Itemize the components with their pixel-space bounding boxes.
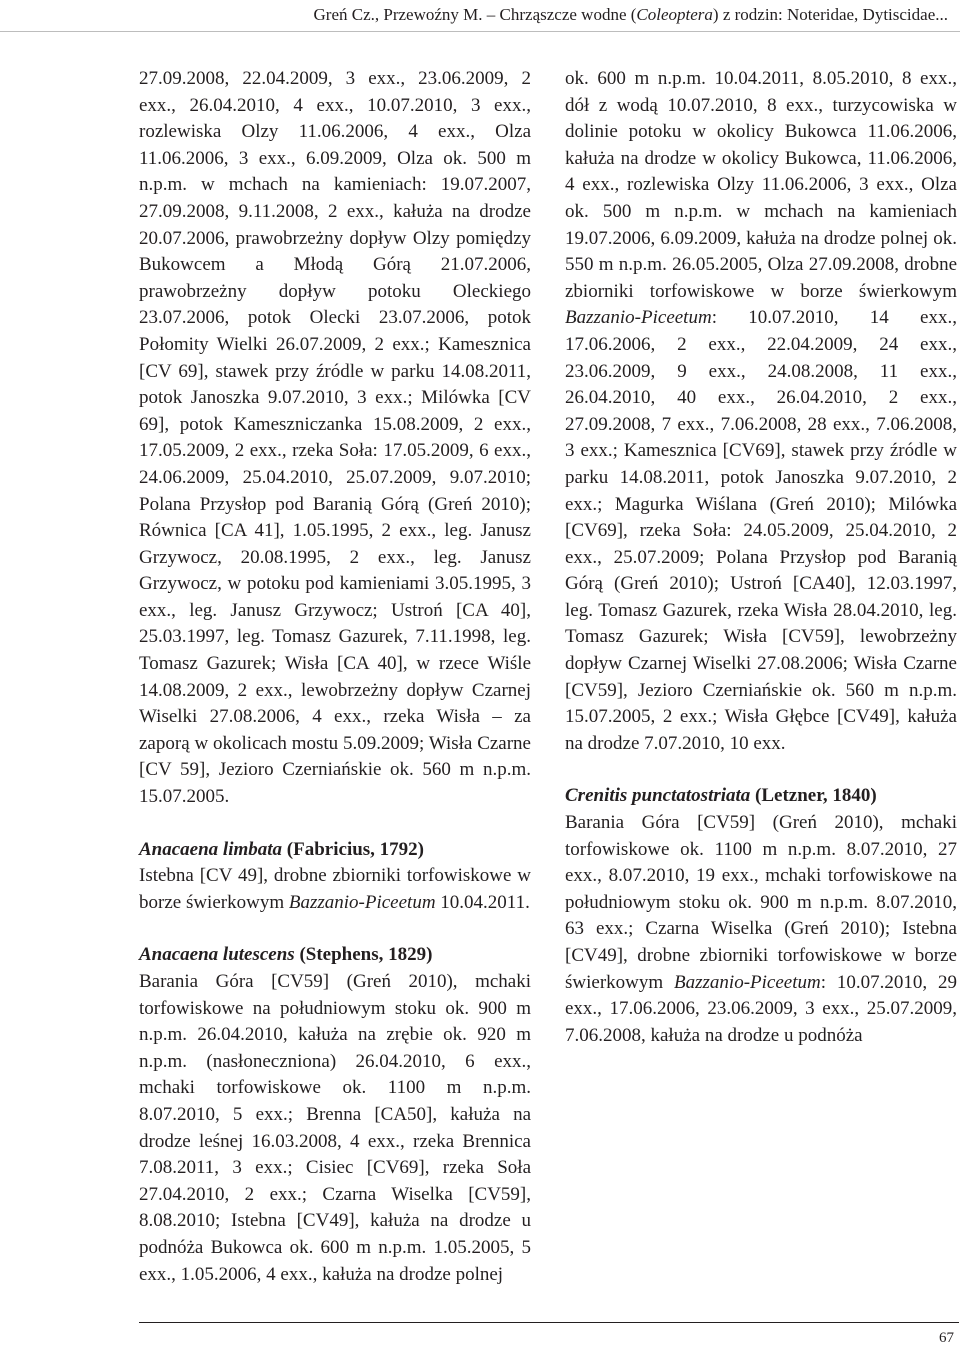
species-record-text: Barania Góra [CV59] (Greń 2010), mchaki torfowiskowe na południowym stoku ok. 900 m n.p.m. 26.04.2010, kałuża na zrębie ok. 920 m n.p.m. (nasłoneczniona) 26.04.2010, 6 exx., mchaki torfowiskowe ok. 1100 m n.p.m. 8.07.2010, 5 exx.; Brenna [CA50], kałuża na drodze leśnej 16.03.2008, 4 exx., rzeka Brennica 7.08.2011, 3 exx.; Cisiec [CV69], rzeka Soła 27.04.2010, 2 exx.; Czarna Wiselka [CV59], 8.08.2010; Istebna [CV49], kałuża na drodze u podnóża Bukowca ok. 600 m n.p.m. 1.05.2005, 5 exx., 1.05.2006, 4 exx., kałuża na drodze polnej: [139, 971, 531, 1285]
continuation-paragraph: 27.09.2008, 22.04.2009, 3 exx., 23.06.2009, 2 exx., 26.04.2010, 4 exx., 10.07.2010, 3 exx., rozlewiska Olzy 11.06.2006, 4 exx., Olza 11.06.2006, 3 exx., 6.09.2009, Olza ok. 500 m n.p.m. w mchach na kamieniach: 19.07.2007, 27.09.2008, 9.11.2008, 2 exx., kałuża na drodze 20.07.2006, prawobrzeżny dopływ Olzy pomiędzy Bukowcem a Młodą Górą 21.07.2006, prawobrzeżny dopływ potoku Oleckiego 23.07.2006, potok Olecki 23.07.2006, potok Połomity Wielki 26.07.2009, 2 exx.; Kamesznica [CV 69], stawek przy źródle w parku 14.08.2011, potok Janoszka 9.07.2010, 3 exx.; Milówka [CV 69], potok Kameszniczanka 15.08.2009, 2 exx., 17.05.2009, 2 exx., rzeka Soła: 17.05.2009, 6 exx., 24.06.2009, 25.04.2010, 25.07.2009, 9.07.2010; Polana Przysłop pod Baranią Górą (Greń 2010); Równica [CA 41], 1.05.1995, 2 exx., leg. Janusz Grzywocz, 20.08.1995, 2 exx., leg. Janusz Grzywocz, w potoku pod kamieniami 3.05.1995, 3 exx., leg. Janusz Grzywocz; Ustroń [CA 40], 25.03.1997, leg. Tomasz Gazurek, 7.11.1998, leg. Tomasz Gazurek; Wisła [CA 40], w rzece Wiśle 14.08.2009, 2 exx., lewobrzeżny dopływ Czarnej Wiselki 27.08.2006, 4 exx., rzeka Wisła – za zaporą w okolicach mostu 5.09.2009; Wisła Czarne [CV 59], Jezioro Czerniańskie ok. 560 m n.p.m. 15.07.2005.: [139, 68, 531, 808]
habitat-name: Bazzanio-Piceetum: [565, 307, 712, 329]
running-head-rest: ) z rodzin: Noteridae, Dytiscidae...: [712, 5, 948, 24]
species-author: (Letzner, 1840): [755, 785, 877, 807]
species-name: Crenitis punctatostriata: [565, 785, 751, 807]
page-number: 67: [939, 1330, 954, 1346]
habitat-name: Bazzanio-Piceetum: [288, 891, 436, 913]
species-record-text-end: : 10.07.2010, 29 exx., 17.06.2006, 23.06.2009, 3 exx., 25.07.2009, 7.06.2008, kałuża na drodze u podnóża: [565, 971, 957, 1046]
species-record-text-end: : 10.07.2010, 14 exx., 17.06.2006, 2 exx., 22.04.2009, 24 exx., 23.06.2009, 9 exx., 24.08.2008, 11 exx., 26.04.2010, 40 exx., 26.04.2010, 2 exx., 27.09.2008, 7 exx., 7.06.2008, 28 exx., 7.06.2008, 3 exx.; Kamesznica [CV69], stawek przy źródle w parku 14.08.2011, potok Janoszka 9.07.2010, 2 exx.; Magurka Wiślana (Greń 2010); Milówka [CV69], rzeka Soła: 24.05.2009, 25.04.2010, 2 exx., 25.07.2009; Polana Przysłop pod Baranią Górą (Greń 2010); Ustroń [CA40], 12.03.1997, leg. Tomasz Gazurek, rzeka Wisła 28.04.2010, leg. Tomasz Gazurek; Wisła [CV59], lewobrzeżny dopływ Czarnej Wiselki 27.08.2006; Wisła Czarne [CV59], Jezioro Czerniańskie ok. 560 m n.p.m. 15.07.2005, 2 exx.; Wisła Głębce [CV49], kałuża na drodze 7.07.2010, 10 exx.: [565, 307, 957, 754]
species-record-text: Istebna [CV 49], drobne zbiorniki torfowiskowe w borze świerkowym: [139, 865, 531, 913]
left-column: [139, 66, 531, 1288]
running-head-authors: Greń Cz., Przewoźny M. – Chrząszcze wodne (: [313, 5, 637, 24]
species-record-text: Barania Góra [CV59] (Greń 2010), mchaki torfowiskowe ok. 1100 m n.p.m. 8.07.2010, 27 exx., 8.07.2010, 19 exx., mchaki torfowiskowe na południowym stoku ok. 900 m n.p.m. 8.07.2010, 63 exx.; Czarna Wiselka (Greń 2010); Istebna [CV49], drobne zbiorniki torfowiskowe w borze świerkowym: [565, 812, 957, 993]
species-record-continuation: [565, 66, 957, 757]
footer-rule: [139, 1322, 959, 1323]
species-record-text-end: 10.04.2011.: [435, 891, 530, 913]
species-entry-anacaena-limbata: [139, 837, 531, 917]
species-name: Anacaena limbata: [139, 838, 283, 860]
species-entry-anacaena-lutescens: [139, 942, 531, 1288]
right-column: [565, 66, 957, 1049]
habitat-name: Bazzanio-Piceetum: [674, 971, 821, 993]
species-author: (Stephens, 1829): [299, 944, 433, 966]
species-record-text: ok. 600 m n.p.m. 10.04.2011, 8.05.2010, 8 exx., dół z wodą 10.07.2010, 8 exx., turzycowiska w dolinie potoku w okolicy Bukowca 11.06.2006, kałuża na drodze w okolicy Bukowca, 11.06.2006, 4 exx., rozlewiska Olzy 11.06.2006, 3 exx., Olza ok. 500 m n.p.m. w mchach na kamieniach 19.07.2006, 6.09.2009, kałuża na drodze polnej ok. 550 m n.p.m. 26.05.2005, Olza 27.09.2008, drobne zbiorniki torfowiskowe w borze świerkowym: [565, 68, 957, 302]
running-head-taxon: Coleoptera: [636, 5, 713, 24]
species-author: (Fabricius, 1792): [286, 838, 425, 860]
running-head: [0, 0, 960, 32]
species-entry-crenitis-punctatostriata: [565, 783, 957, 1049]
species-name: Anacaena lutescens: [139, 944, 295, 966]
